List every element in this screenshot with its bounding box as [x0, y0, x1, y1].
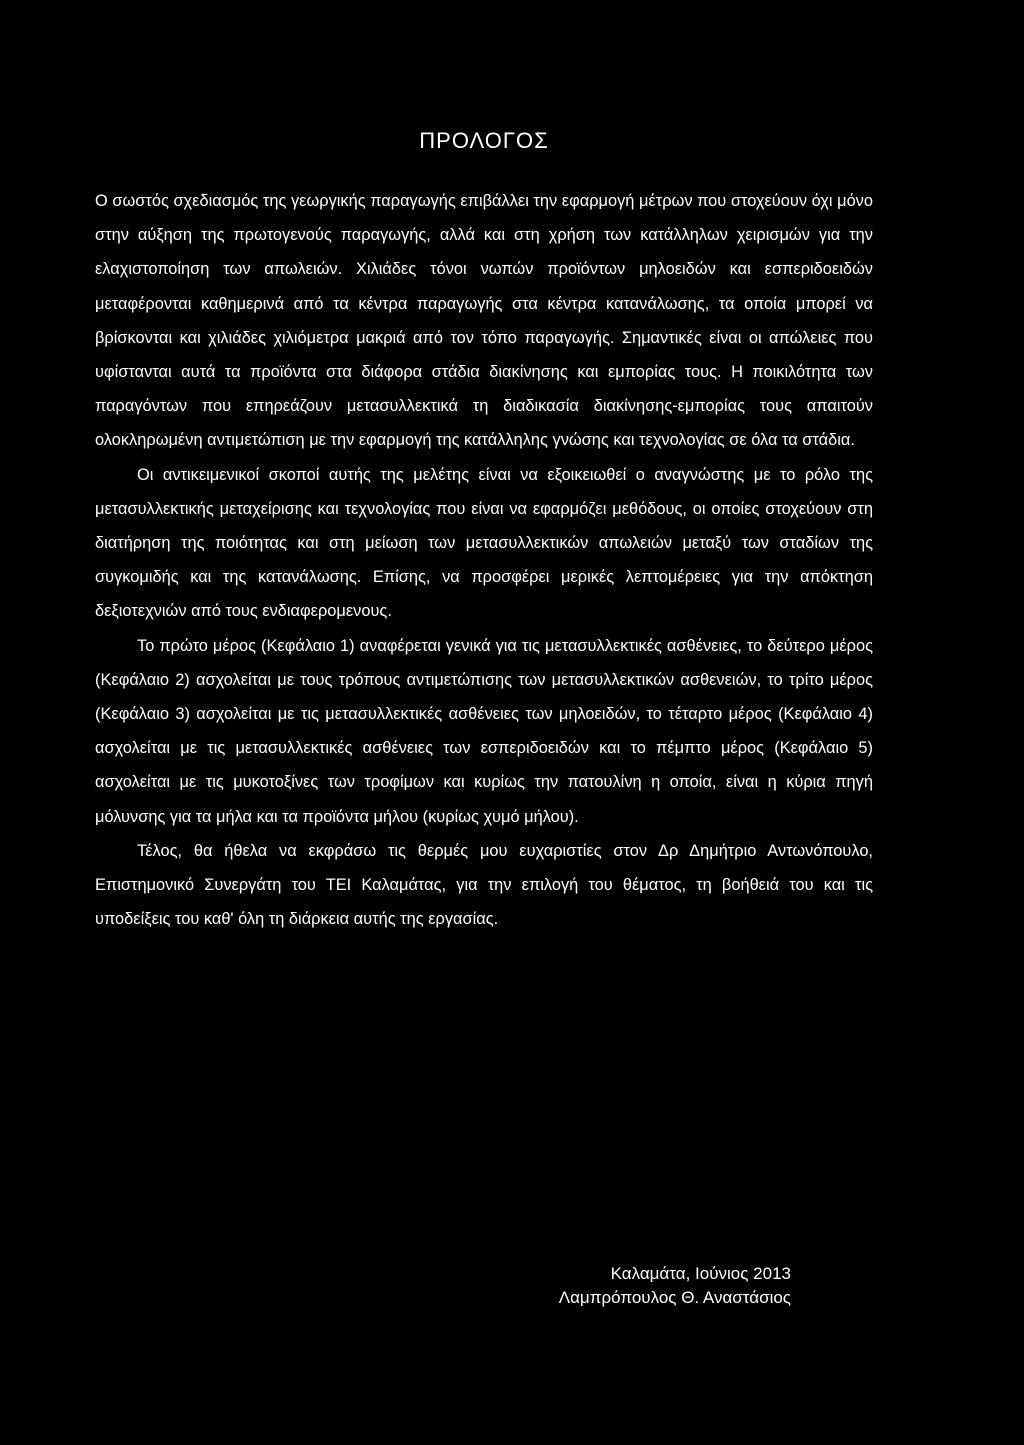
page-title: ΠΡΟΛΟΓΟΣ [419, 128, 549, 153]
paragraph-intro: Ο σωστός σχεδιασμός της γεωργικής παραγωγής επιβάλλει την εφαρμογή μέτρων που στοχεύουν όχι μόνο στην αύξηση της πρωτογενούς παραγωγής, αλλά και στη χρήση των κατάλληλων χειρισμών για την ελαχιστοποίηση των απωλειών. Χιλιάδες τόνοι νωπών προϊόντων μηλοειδών και εσπεριδοειδών μεταφέρονται καθημερινά από τα κέντρα παραγωγής στα κέντρα κατανάλωσης, τα οποία μπορεί να βρίσκονται και χιλιάδες χιλιόμετρα μακριά από τον τόπο παραγωγής. Σημαντικές είναι οι απώλειες που υφίστανται αυτά τα προϊόντα στα διάφορα στάδια διακίνησης και εμπορίας τους. Η ποικιλότητα των παραγόντων που επηρεάζουν μετασυλλεκτικά τη διαδικασία διακίνησης-εμπορίας τους απαιτούν ολοκληρωμένη αντιμετώπιση με την εφαρμογή της κατάλληλης γνώσης και τεχνολογίας σε όλα τα στάδια. [95, 192, 873, 450]
signature-block [95, 1262, 791, 1310]
paragraph-structure: Το πρώτο μέρος (Κεφάλαιο 1) αναφέρεται γενικά για τις μετασυλλεκτικές ασθένειες, το δεύτερο μέρος (Κεφάλαιο 2) ασχολείται με τους τρόπους αντιμετώπισης των μετασυλλεκτικών ασθενειών, το τρίτο μέρος (Κεφάλαιο 3) ασχολείται με τις μετασυλλεκτικές ασθένειες των μηλοειδών, το τέταρτο μέρος (Κεφάλαιο 4) ασχολείται με τις μετασυλλεκτικές ασθένειες των εσπεριδοειδών και το πέμπτο μέρος (Κεφάλαιο 5) ασχολείται με τις μυκοτοξίνες των τροφίμων και κυρίως την πατουλίνη η οποία, είναι η κύρια πηγή μόλυνσης για τα μήλα και τα προϊόντα μήλου (κυρίως χυμό μήλου). [95, 636, 873, 826]
paragraph-acknowledgements: Τέλος, θα ήθελα να εκφράσω τις θερμές μου ευχαριστίες στον Δρ Δημήτριο Αντωνόπουλο, Επιστημονικό Συνεργάτη του ΤΕΙ Καλαμάτας, για την επιλογή του θέματος, τη βοήθειά του και τις υποδείξεις του καθ' όλη τη διάρκεια αυτής της εργασίας. [95, 841, 873, 929]
signature-author: Λαμπρόπουλος Θ. Αναστάσιος [558, 1288, 791, 1307]
paragraph-objectives: Οι αντικειμενικοί σκοποί αυτής της μελέτης είναι να εξοικειωθεί ο αναγνώστης με το ρόλο της μετασυλλεκτικής μεταχείρισης και τεχνολογίας που είναι να εφαρμόζει μεθόδους, οι οποίες στοχεύουν στη διατήρηση της ποιότητας και στη μείωση των μετασυλλεκτικών απωλειών μεταξύ των σταδίων της συγκομιδής και της κατανάλωσης. Επίσης, να προσφέρει μερικές λεπτομέρειες για την απόκτηση δεξιοτεχνιών από τους ενδιαφερομενους. [95, 465, 873, 621]
document-body [95, 184, 873, 936]
signature-place-date: Καλαμάτα, Ιούνιος 2013 [610, 1264, 791, 1283]
